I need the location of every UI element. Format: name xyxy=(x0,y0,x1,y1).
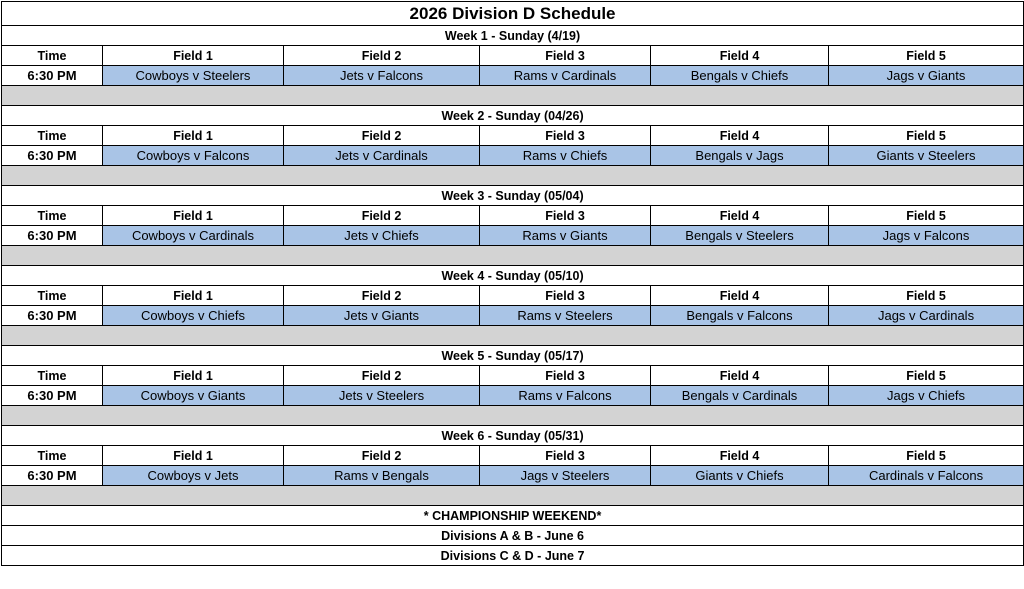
game-cell: Giants v Chiefs xyxy=(651,466,829,486)
column-header-field-1: Field 1 xyxy=(103,46,284,66)
game-cell: Cowboys v Falcons xyxy=(103,146,284,166)
game-cell: Rams v Steelers xyxy=(480,306,651,326)
column-header-field-2: Field 2 xyxy=(284,366,480,386)
column-header-field-4: Field 4 xyxy=(651,126,829,146)
column-header-time: Time xyxy=(2,46,103,66)
column-header-time: Time xyxy=(2,206,103,226)
game-time: 6:30 PM xyxy=(2,386,103,406)
game-cell: Rams v Cardinals xyxy=(480,66,651,86)
column-header-field-5: Field 5 xyxy=(829,206,1024,226)
column-header-field-3: Field 3 xyxy=(480,366,651,386)
week-row xyxy=(2,346,1024,366)
game-row xyxy=(2,386,1024,406)
separator-row xyxy=(2,86,1024,106)
column-header-field-3: Field 3 xyxy=(480,46,651,66)
column-header-field-5: Field 5 xyxy=(829,46,1024,66)
game-cell: Jags v Chiefs xyxy=(829,386,1024,406)
header-row xyxy=(2,446,1024,466)
game-cell: Jets v Giants xyxy=(284,306,480,326)
game-cell: Cowboys v Cardinals xyxy=(103,226,284,246)
game-cell: Cowboys v Giants xyxy=(103,386,284,406)
week-row xyxy=(2,186,1024,206)
game-time: 6:30 PM xyxy=(2,466,103,486)
week-label: Week 3 - Sunday (05/04) xyxy=(2,186,1024,206)
column-header-field-5: Field 5 xyxy=(829,446,1024,466)
schedule-title: 2026 Division D Schedule xyxy=(2,2,1024,26)
game-cell: Bengals v Chiefs xyxy=(651,66,829,86)
game-cell: Cowboys v Chiefs xyxy=(103,306,284,326)
column-header-field-2: Field 2 xyxy=(284,286,480,306)
separator-row xyxy=(2,486,1024,506)
header-row xyxy=(2,366,1024,386)
column-header-field-5: Field 5 xyxy=(829,126,1024,146)
column-header-field-1: Field 1 xyxy=(103,446,284,466)
game-time: 6:30 PM xyxy=(2,226,103,246)
game-row xyxy=(2,226,1024,246)
game-row xyxy=(2,66,1024,86)
game-cell: Jets v Cardinals xyxy=(284,146,480,166)
week-label: Week 4 - Sunday (05/10) xyxy=(2,266,1024,286)
game-cell: Cowboys v Steelers xyxy=(103,66,284,86)
column-header-time: Time xyxy=(2,126,103,146)
game-time: 6:30 PM xyxy=(2,146,103,166)
column-header-field-1: Field 1 xyxy=(103,286,284,306)
week-label: Week 6 - Sunday (05/31) xyxy=(2,426,1024,446)
header-row xyxy=(2,46,1024,66)
separator-row xyxy=(2,246,1024,266)
game-cell: Jets v Chiefs xyxy=(284,226,480,246)
championship-date: Divisions C & D - June 7 xyxy=(2,546,1024,566)
game-cell: Rams v Bengals xyxy=(284,466,480,486)
column-header-field-3: Field 3 xyxy=(480,206,651,226)
game-cell: Jets v Falcons xyxy=(284,66,480,86)
separator-bar xyxy=(2,86,1024,106)
column-header-field-4: Field 4 xyxy=(651,46,829,66)
game-cell: Jets v Steelers xyxy=(284,386,480,406)
column-header-time: Time xyxy=(2,286,103,306)
week-row xyxy=(2,266,1024,286)
header-row xyxy=(2,126,1024,146)
separator-bar xyxy=(2,326,1024,346)
column-header-field-3: Field 3 xyxy=(480,286,651,306)
championship-heading: * CHAMPIONSHIP WEEKEND* xyxy=(2,506,1024,526)
column-header-field-1: Field 1 xyxy=(103,366,284,386)
game-time: 6:30 PM xyxy=(2,66,103,86)
column-header-field-3: Field 3 xyxy=(480,446,651,466)
game-row xyxy=(2,466,1024,486)
header-row xyxy=(2,206,1024,226)
column-header-field-5: Field 5 xyxy=(829,366,1024,386)
footer-row xyxy=(2,546,1024,566)
separator-bar xyxy=(2,406,1024,426)
column-header-time: Time xyxy=(2,446,103,466)
championship-date: Divisions A & B - June 6 xyxy=(2,526,1024,546)
week-label: Week 2 - Sunday (04/26) xyxy=(2,106,1024,126)
column-header-time: Time xyxy=(2,366,103,386)
column-header-field-5: Field 5 xyxy=(829,286,1024,306)
game-cell: Jags v Cardinals xyxy=(829,306,1024,326)
game-row xyxy=(2,306,1024,326)
header-row xyxy=(2,286,1024,306)
game-cell: Bengals v Falcons xyxy=(651,306,829,326)
schedule-table xyxy=(1,1,1024,566)
game-cell: Rams v Falcons xyxy=(480,386,651,406)
game-cell: Rams v Chiefs xyxy=(480,146,651,166)
column-header-field-4: Field 4 xyxy=(651,446,829,466)
column-header-field-1: Field 1 xyxy=(103,206,284,226)
column-header-field-3: Field 3 xyxy=(480,126,651,146)
separator-row xyxy=(2,406,1024,426)
separator-row xyxy=(2,166,1024,186)
game-cell: Bengals v Cardinals xyxy=(651,386,829,406)
week-label: Week 5 - Sunday (05/17) xyxy=(2,346,1024,366)
game-cell: Jags v Falcons xyxy=(829,226,1024,246)
column-header-field-4: Field 4 xyxy=(651,206,829,226)
column-header-field-2: Field 2 xyxy=(284,46,480,66)
week-label: Week 1 - Sunday (4/19) xyxy=(2,26,1024,46)
column-header-field-4: Field 4 xyxy=(651,366,829,386)
separator-bar xyxy=(2,166,1024,186)
game-cell: Cardinals v Falcons xyxy=(829,466,1024,486)
game-cell: Bengals v Steelers xyxy=(651,226,829,246)
game-cell: Rams v Giants xyxy=(480,226,651,246)
game-cell: Jags v Giants xyxy=(829,66,1024,86)
game-cell: Bengals v Jags xyxy=(651,146,829,166)
week-row xyxy=(2,106,1024,126)
separator-bar xyxy=(2,486,1024,506)
game-cell: Jags v Steelers xyxy=(480,466,651,486)
separator-row xyxy=(2,326,1024,346)
column-header-field-1: Field 1 xyxy=(103,126,284,146)
column-header-field-4: Field 4 xyxy=(651,286,829,306)
game-time: 6:30 PM xyxy=(2,306,103,326)
week-row xyxy=(2,426,1024,446)
game-cell: Cowboys v Jets xyxy=(103,466,284,486)
column-header-field-2: Field 2 xyxy=(284,206,480,226)
separator-bar xyxy=(2,246,1024,266)
game-cell: Giants v Steelers xyxy=(829,146,1024,166)
week-row xyxy=(2,26,1024,46)
game-row xyxy=(2,146,1024,166)
column-header-field-2: Field 2 xyxy=(284,126,480,146)
column-header-field-2: Field 2 xyxy=(284,446,480,466)
footer-row xyxy=(2,526,1024,546)
footer-row xyxy=(2,506,1024,526)
